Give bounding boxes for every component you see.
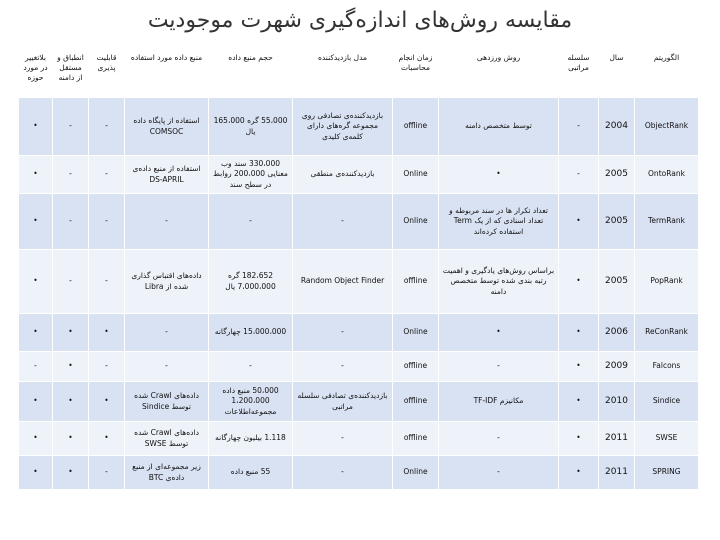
table-cell: بازدیدکننده‌ی منطقی <box>293 156 393 194</box>
table-cell: - <box>293 194 393 250</box>
table-cell: 15،000،000 چهارگانه <box>209 314 293 352</box>
column-header: سلسله مراتبی <box>559 51 599 98</box>
table-cell: • <box>439 156 559 194</box>
table-cell: - <box>89 250 125 314</box>
table-cell: • <box>559 194 599 250</box>
table-cell: PopRank <box>635 250 699 314</box>
table-cell: • <box>559 314 599 352</box>
column-header: زمان انجام محاسبات <box>393 51 439 98</box>
table-cell: توسط متخصص دامنه <box>439 98 559 156</box>
table-row <box>19 422 699 456</box>
table-cell: 50،000 منبع داده 1،200،000 مجموعه‌اطلاعات <box>209 382 293 422</box>
table-cell: 330،000 سند وب معنایی 200،000 روابط در سطح سند <box>209 156 293 194</box>
table-cell: - <box>53 250 89 314</box>
table-cell: 2011 <box>599 456 635 490</box>
table-cell: • <box>53 314 89 352</box>
table-cell: - <box>439 422 559 456</box>
table-cell: • <box>19 194 53 250</box>
table-cell: SWSE <box>635 422 699 456</box>
table-cell: Falcons <box>635 352 699 382</box>
table-cell: TermRank <box>635 194 699 250</box>
table-cell: - <box>559 156 599 194</box>
table-cell: • <box>89 382 125 422</box>
table-cell: • <box>53 352 89 382</box>
table-cell: 2005 <box>599 156 635 194</box>
table-cell: 2005 <box>599 250 635 314</box>
table-cell: تعداد تکرار ها در سند مربوطه و تعداد اسنادی که از یک Term استفاده کرده‌اند <box>439 194 559 250</box>
table-cell: Online <box>393 194 439 250</box>
table-cell: زیر مجموعه‌ای از منبع داده‌ی BTC <box>125 456 209 490</box>
table-cell: ReConRank <box>635 314 699 352</box>
column-header: قابلیت پذیری <box>89 51 125 98</box>
table-cell: Online <box>393 156 439 194</box>
table-cell: Online <box>393 456 439 490</box>
table-cell: - <box>89 194 125 250</box>
column-header: بلاتغییر در مورد حوزه <box>19 51 53 98</box>
table-cell: - <box>293 352 393 382</box>
table-row <box>19 456 699 490</box>
table-cell: 2005 <box>599 194 635 250</box>
table-row <box>19 156 699 194</box>
table-cell: offline <box>393 250 439 314</box>
table-cell: - <box>209 194 293 250</box>
table-cell: - <box>293 422 393 456</box>
table-cell: مکانیزم TF-IDF <box>439 382 559 422</box>
column-header: روش ورزدهی <box>439 51 559 98</box>
table-cell: 182،652 گره 7،000،000 یال <box>209 250 293 314</box>
table-cell: • <box>559 382 599 422</box>
table-cell: Random Object Finder <box>293 250 393 314</box>
table-cell: • <box>19 314 53 352</box>
table-cell: داده‌های اقتباس گذاری شده از Libra <box>125 250 209 314</box>
table-cell: 2011 <box>599 422 635 456</box>
column-header: منبع داده مورد استفاده <box>125 51 209 98</box>
table-cell: • <box>559 352 599 382</box>
table-row <box>19 98 699 156</box>
table-cell: - <box>89 352 125 382</box>
table-cell: offline <box>393 422 439 456</box>
table-cell: - <box>19 352 53 382</box>
column-header: سال <box>599 51 635 98</box>
table-cell: Online <box>393 314 439 352</box>
table-cell: - <box>53 156 89 194</box>
table-cell: • <box>19 156 53 194</box>
table-cell: 2006 <box>599 314 635 352</box>
column-header: حجم منبع داده <box>209 51 293 98</box>
table-cell: • <box>19 456 53 490</box>
table-cell: - <box>89 156 125 194</box>
table-cell: - <box>209 352 293 382</box>
table-cell: SPRING <box>635 456 699 490</box>
table-cell: - <box>125 194 209 250</box>
table-cell: استفاده از پایگاه داده COMSOC <box>125 98 209 156</box>
table-cell: • <box>559 250 599 314</box>
table-cell: • <box>19 382 53 422</box>
table-cell: offline <box>393 352 439 382</box>
table-cell: - <box>559 98 599 156</box>
table-body <box>19 98 699 490</box>
table-cell: 1.118 بیلیون چهارگانه <box>209 422 293 456</box>
table-cell: داده‌های Crawl شده توسط SWSE <box>125 422 209 456</box>
table-cell: بازدیدکننده‌ی تصادفی سلسله مراتبی <box>293 382 393 422</box>
table-cell: - <box>439 456 559 490</box>
table-cell: - <box>53 98 89 156</box>
table-cell: 2010 <box>599 382 635 422</box>
table-cell: 2004 <box>599 98 635 156</box>
table-cell: داده‌های Crawl شده توسط Sindice <box>125 382 209 422</box>
table-row <box>19 382 699 422</box>
table-cell: براساس روش‌های یادگیری و اهمیت رتبه بندی شده توسط متخصص دامنه <box>439 250 559 314</box>
table-row <box>19 314 699 352</box>
table-cell: • <box>559 456 599 490</box>
table-cell: - <box>89 98 125 156</box>
table-cell: offline <box>393 98 439 156</box>
table-cell: • <box>439 314 559 352</box>
table-header-row <box>19 51 699 98</box>
column-header: مدل بازدیدکننده <box>293 51 393 98</box>
table-cell: - <box>439 352 559 382</box>
table-cell: • <box>19 250 53 314</box>
comparison-table <box>18 50 699 490</box>
table-cell: • <box>89 314 125 352</box>
table-cell: - <box>125 352 209 382</box>
table-cell: OntoRank <box>635 156 699 194</box>
table-cell: 55،000 گره 165،000 یال <box>209 98 293 156</box>
table-cell: • <box>53 422 89 456</box>
table-cell: Sindice <box>635 382 699 422</box>
table-row <box>19 352 699 382</box>
table-cell: بازدیدکننده‌ی تصادفی روی مجموعه گره‌های دارای کلمه‌ی کلیدی <box>293 98 393 156</box>
table-cell: • <box>53 382 89 422</box>
table-cell: • <box>53 456 89 490</box>
table-cell: • <box>89 422 125 456</box>
table-cell: • <box>559 422 599 456</box>
column-header: انطباق و مستقل از دامنه <box>53 51 89 98</box>
table-cell: - <box>293 456 393 490</box>
table-cell: - <box>125 314 209 352</box>
page-title: مقایسه روش‌های اندازه‌گیری شهرت موجودیت <box>147 8 573 33</box>
table-row <box>19 250 699 314</box>
table-cell: - <box>89 456 125 490</box>
table-row <box>19 194 699 250</box>
table-cell: • <box>19 98 53 156</box>
table-cell: - <box>53 194 89 250</box>
table-cell: - <box>293 314 393 352</box>
table-cell: 55 منبع داده <box>209 456 293 490</box>
table-cell: استفاده از منبع داده‌ی DS-APRIL <box>125 156 209 194</box>
column-header: الگوریتم <box>635 51 699 98</box>
table-cell: • <box>19 422 53 456</box>
table-cell: ObjectRank <box>635 98 699 156</box>
table-cell: offline <box>393 382 439 422</box>
table-cell: 2009 <box>599 352 635 382</box>
